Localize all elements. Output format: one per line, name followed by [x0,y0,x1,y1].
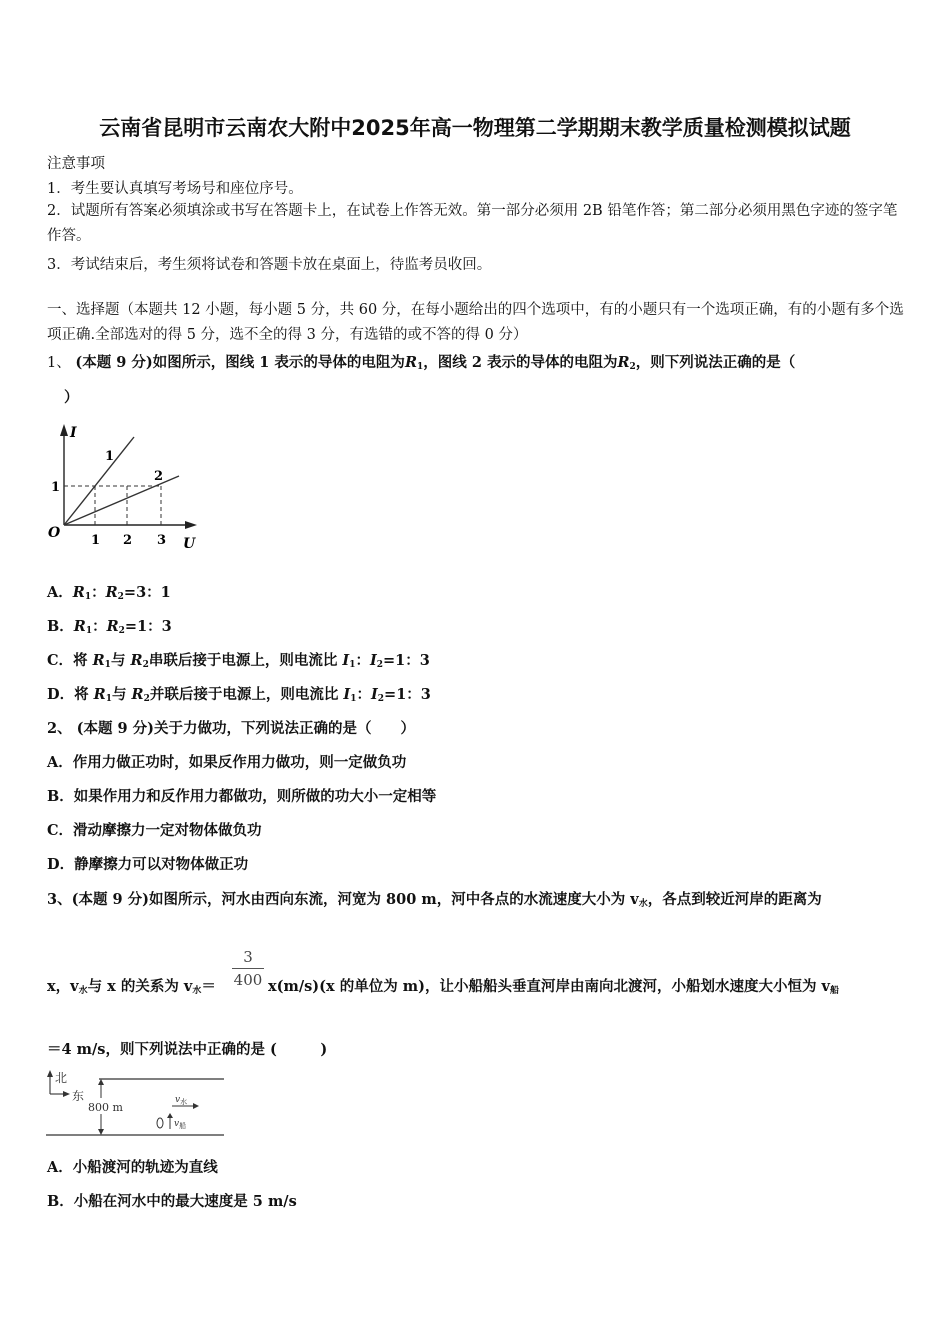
v-boat: v [174,1119,180,1129]
option-text: 将 [74,686,89,703]
q1-r2: R [617,354,630,371]
option-text: =1：3 [384,686,431,703]
q3-stem-2-c: ＝ [201,978,216,995]
graph-line-2-label: 2 [154,469,164,484]
q1-option-d[interactable] [47,683,431,704]
r-symbol: R [73,618,86,635]
option-text: =3：1 [123,584,171,601]
q3-stem-2a [47,975,216,996]
graph-x-tick-3: 3 [157,533,167,548]
width-label: 800 m [88,1101,123,1114]
page-title: 云南省昆明市云南农大附中2025年高一物理第二学期期末教学质量检测模拟试题 [99,116,851,140]
q2-option-b[interactable]: B．如果作用力和反作用力都做功，则所做的功大小一定相等 [47,788,437,805]
sub-water: 水 [78,986,88,996]
q1-stem-end: ） [64,389,79,406]
q3-river-figure [44,1068,229,1140]
graph-y-arrow [60,424,68,436]
r-symbol: R [106,618,119,635]
r-symbol: R [93,686,106,703]
option-text: 并联后接于电源上，则电流比 [149,686,339,703]
q1-stem [47,351,795,372]
r-symbol: R [130,652,143,669]
notice-item-2: 2．试题所有答案必须填涂或书写在答题卡上，在试卷上作答无效。第一部分必须用 2B 铅笔作答；第二部分必须用黑色字迹的签字笔作答。 [47,203,898,244]
sep: ： [92,618,107,635]
q2-option-d[interactable]: D．静摩擦力可以对物体做正功 [47,856,249,873]
option-label: B． [47,618,74,635]
sub-boat: 船 [829,986,839,996]
i-symbol: I [369,652,377,669]
v-water-sub: 水 [180,1098,188,1106]
notice-heading: 注意事项 [47,156,105,172]
option-text: 串联后接于电源上，则电流比 [148,652,338,669]
sep: ： [355,652,370,669]
sub: 2 [142,660,149,670]
q3-stem-2-b: 与 x 的关系为 v [87,978,193,995]
r-symbol: R [72,584,85,601]
graph-line-1 [64,437,134,525]
q3-option-b[interactable]: B．小船在河水中的最大速度是 5 m/s [47,1193,297,1210]
q1-r1-sub: 1 [417,362,424,372]
q1-option-a[interactable] [47,581,171,602]
graph-line-1-label: 1 [105,449,115,464]
water-velocity-label [175,1095,187,1106]
q1-r1: R [404,354,417,371]
q1-iu-graph [44,420,204,555]
option-text: =1：3 [383,652,430,669]
option-text: 与 [111,686,127,703]
graph-x-tick-1: 1 [91,533,101,548]
sep: ： [356,686,371,703]
option-label: A． [47,584,73,601]
q1-stem-b: ，图线 2 表示的导体的电阻为 [423,354,618,371]
notice-item-1: 1．考生要认真填写考场号和座位序号。 [47,181,303,197]
graph-x-label: U [183,536,196,552]
width-arrow-head-down [98,1129,104,1135]
option-text: =1：3 [124,618,172,635]
q1-stem-c: ，则下列说法正确的是（ [635,354,796,371]
q3-stem-2-d: x(m/s)(x 的单位为 m)，让小船船头垂直河岸由南向北渡河，小船划水速度大小恒为 v [268,978,830,995]
i-symbol: I [342,652,350,669]
option-label: C． [47,652,74,669]
q2-option-a[interactable]: A．作用力做正功时，如果反作用力做功，则一定做负功 [47,754,407,771]
east-arrow-head [63,1091,70,1097]
q3-stem-3: ＝4 m/s，则下列说法中正确的是 ( ) [47,1041,328,1058]
option-text: 与 [110,652,126,669]
sub: 2 [117,592,124,602]
q2-stem: 2、 (本题 9 分)关于力做功，下列说法正确的是（ ） [47,720,416,737]
i-symbol: I [370,686,378,703]
boat-velocity-label [174,1119,186,1130]
graph-x-arrow [185,521,197,529]
q3-stem-1-end: ，各点到较近河岸的距离为 [647,891,822,908]
boat-velocity-head [167,1113,173,1118]
graph-y-label: I [70,425,77,441]
q3-stem-2b [268,975,839,996]
north-label: 北 [55,1071,68,1085]
sub: 2 [143,694,150,704]
sub: 1 [350,694,357,704]
q1-option-b[interactable] [47,615,172,636]
q3-stem-1 [47,888,822,909]
sub: 2 [377,694,385,704]
v-water: v [175,1095,181,1105]
q1-r2-sub: 2 [629,362,636,372]
graph-origin-label: O [48,525,61,541]
q2-option-c[interactable]: C．滑动摩擦力一定对物体做负功 [47,822,262,839]
q1-stem-a: 如图所示，图线 1 表示的导体的电阻为 [152,354,405,371]
i-symbol: I [343,686,351,703]
option-label: D． [47,686,75,703]
v-boat-sub: 船 [179,1122,187,1130]
sub: 1 [105,694,112,704]
r-symbol: R [105,584,118,601]
q1-score: (本题 9 分) [75,354,153,371]
sub: 1 [349,660,356,670]
q1-option-c[interactable] [47,649,430,670]
q3-fraction [232,948,264,989]
fraction-denominator: 400 [233,971,263,989]
notice-item-3: 3．考试结束后，考生须将试卷和答题卡放在桌面上，待监考员收回。 [47,257,492,273]
section-heading: 一、选择题（本题共 12 小题，每小题 5 分，共 60 分，在每小题给出的四个选项中，有的小题只有一个选项正确，有的小题有多个选项正确.全部选对的得 5 分，选不全的得 3 分，有选错的或不答的得 0 分） [47,302,904,343]
sub-water: 水 [638,899,648,909]
graph-x-tick-2: 2 [123,533,133,548]
north-arrow-head [47,1070,53,1077]
sub: 2 [376,660,384,670]
sep: ： [91,584,106,601]
water-velocity-head [193,1103,199,1109]
east-label: 东 [72,1089,85,1103]
r-symbol: R [92,652,105,669]
q3-option-a[interactable]: A．小船渡河的轨迹为直线 [47,1159,218,1176]
sub: 1 [85,626,93,636]
q1-num: 1、 [47,355,71,371]
q3-stem-2-a: x，v [47,978,79,995]
sub: 2 [118,626,125,636]
boat-shape [157,1118,163,1128]
graph-y-tick: 1 [51,480,61,495]
width-arrow-head-up [98,1079,104,1085]
option-text: 将 [73,652,88,669]
q3-stem-1-text: 3、(本题 9 分)如图所示，河水由西向东流，河宽为 800 m，河中各点的水流速度大小为 v [47,891,639,908]
r-symbol: R [131,686,144,703]
sub: 1 [104,660,111,670]
sub-water: 水 [192,986,202,996]
sub: 1 [84,592,92,602]
fraction-numerator: 3 [232,948,264,969]
